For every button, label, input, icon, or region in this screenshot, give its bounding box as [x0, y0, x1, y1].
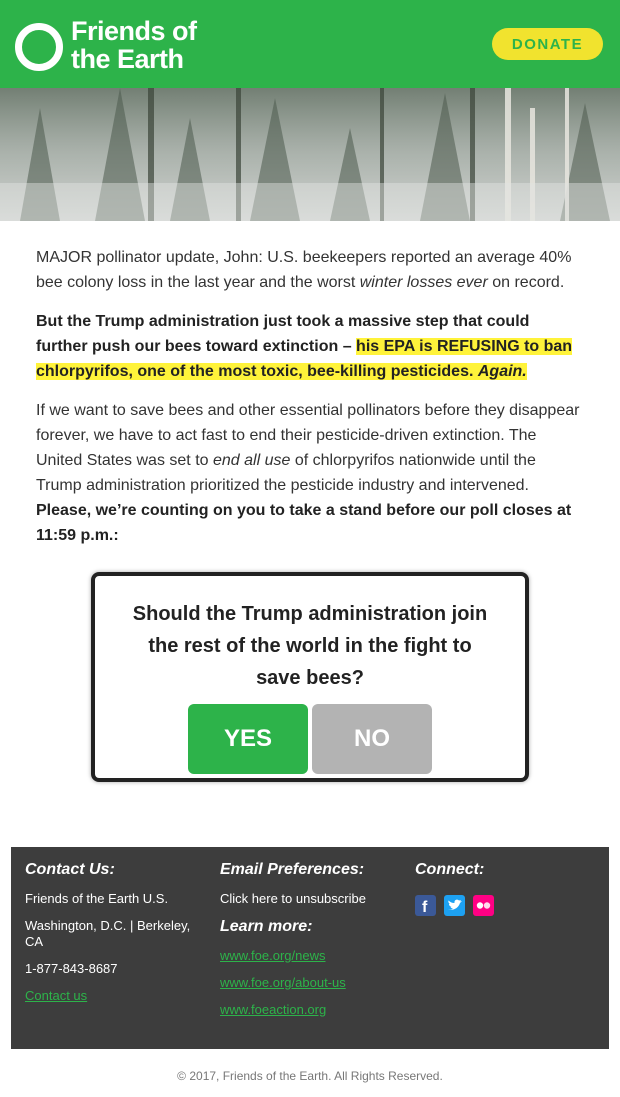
twitter-icon[interactable] — [444, 895, 465, 916]
learn-more-heading: Learn more: — [220, 918, 313, 935]
p3-italic: end all use — [212, 452, 291, 469]
header — [0, 0, 620, 88]
p1-end: on record. — [487, 274, 565, 291]
paragraph-1 — [36, 245, 584, 295]
facebook-icon[interactable] — [415, 895, 436, 916]
p3-end: of chlorpyrifos nationwide until the Trump administration prioritized the pesticide industry and intervened. — [36, 452, 536, 494]
foe-logo[interactable] — [15, 14, 225, 76]
footer — [11, 847, 609, 1049]
office-locations: Washington, D.C. | Berkeley, CA — [25, 918, 191, 949]
forest-illustration — [0, 88, 620, 221]
about-us-link[interactable]: www.foe.org/about-us — [220, 975, 346, 990]
earth-ring-icon — [15, 23, 63, 71]
email-prefs-heading: Email Preferences: — [220, 861, 365, 878]
logo-text — [71, 17, 197, 73]
org-name: Friends of the Earth U.S. — [25, 891, 169, 906]
yes-button[interactable]: YES — [188, 704, 308, 774]
paragraph-2 — [36, 309, 584, 384]
p1-italic: winter losses ever — [359, 274, 488, 291]
p3-text: If we want to save bees and other essential pollinators before they disappear forever, we have to act fast to end their pesticide-driven extinction. The United States was set to — [36, 402, 580, 469]
copyright: © 2017, Friends of the Earth. All Rights Reserved. — [177, 1069, 443, 1083]
paragraph-3 — [36, 398, 584, 548]
connect-heading: Connect: — [415, 861, 485, 878]
poll-question: Should the Trump administration join the rest of the world in the fight to save bees? — [132, 603, 488, 689]
logo-line-1: Friends of — [71, 16, 197, 46]
contact-heading: Contact Us: — [25, 861, 115, 878]
foeaction-link[interactable]: www.foeaction.org — [220, 1002, 327, 1017]
svg-text:f: f — [422, 899, 428, 916]
footer-contact — [25, 861, 205, 1015]
footer-email-prefs — [220, 861, 400, 1029]
p2-highlight: his EPA is REFUSING to ban chlorpyrifos, one of the most toxic, bee-killing pesticides. — [36, 338, 573, 380]
no-button[interactable]: NO — [312, 704, 432, 774]
logo-line-2: the Earth — [71, 44, 184, 74]
donate-button[interactable]: DONATE — [492, 28, 603, 60]
email-body — [0, 221, 620, 548]
contact-us-link[interactable]: Contact us — [25, 988, 88, 1003]
p2-highlight-italic: Again. — [477, 363, 527, 380]
poll-buttons — [95, 704, 525, 774]
social-links — [415, 895, 595, 916]
p2-bold: But the Trump administration just took a massive step that could further push our bees toward extinction – — [36, 313, 530, 355]
flickr-icon[interactable] — [473, 895, 494, 916]
phone-number[interactable]: 1-877-843-8687 — [25, 961, 118, 976]
hero-forest-image — [0, 88, 620, 221]
poll-box — [91, 572, 529, 782]
news-link[interactable]: www.foe.org/news — [220, 948, 326, 963]
p1-text: MAJOR pollinator update, John: U.S. beekeepers reported an average 40% bee colony loss in the last year and the worst — [36, 249, 572, 291]
footer-connect — [415, 861, 595, 916]
p3-bold: Please, we’re counting on you to take a stand before our poll closes at 11:59 p.m.: — [36, 502, 572, 544]
unsubscribe-link[interactable]: Click here to unsubscribe — [220, 891, 366, 906]
